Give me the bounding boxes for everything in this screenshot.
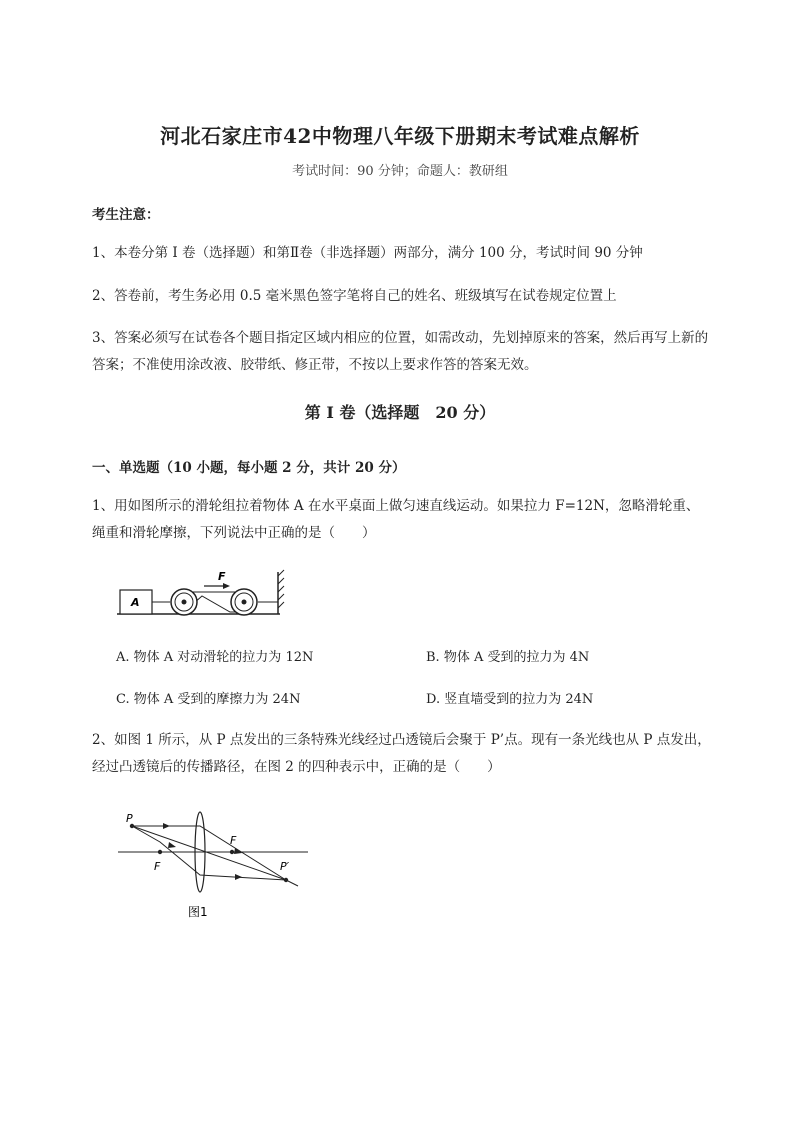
figure-caption: 图1 <box>188 905 208 919</box>
fixed-pulley <box>231 589 257 615</box>
force-arrow <box>204 583 230 589</box>
section-title: 第 I 卷（选择题 20 分） <box>304 403 496 422</box>
page-title: 河北石家庄市42中物理八年级下册期末考试难点解析 <box>160 124 640 148</box>
question-2-stem: 2、如图 1 所示，从 P 点发出的三条特殊光线经过凸透镜后会聚于 P’点。现有一条光线也从 P 点发出，经过凸透镜后的传播路径，在图 2 的四种表示中，正确的是（ ） <box>92 732 711 775</box>
movable-pulley <box>171 589 197 615</box>
focus-right <box>230 850 234 854</box>
label-f-left: F <box>154 860 161 873</box>
note-item-3: 3、答案必须写在试卷各个题目指定区域内相应的位置，如需改动，先划掉原来的答案，然后再写上新的答案；不准使用涂改液、胶带纸、修正带，不按以上要求作答的答案无效。 <box>92 330 709 373</box>
light-rays <box>132 826 298 886</box>
option-d[interactable]: D. 竖直墙受到的拉力为 24N <box>426 692 594 707</box>
wall <box>278 570 284 614</box>
exam-info: 考试时间：90 分钟；命题人：教研组 <box>292 164 508 179</box>
note-item-1: 1、本卷分第 I 卷（选择题）和第Ⅱ卷（非选择题）两部分，满分 100 分，考试时间 90 分钟 <box>92 245 643 261</box>
label-f-right: F <box>230 834 237 847</box>
part-heading: 一、单选题（10 小题，每小题 2 分，共计 20 分） <box>92 460 406 476</box>
label-p: P <box>126 812 133 825</box>
label-p-prime: P′ <box>280 860 290 873</box>
option-c[interactable]: C. 物体 A 受到的摩擦力为 24N <box>116 692 301 707</box>
question-1-stem: 1、用如图所示的滑轮组拉着物体 A 在水平桌面上做匀速直线运动。如果拉力 F=12N，忽略滑轮重、绳重和滑轮摩擦，下列说法中正确的是（ ） <box>92 498 700 541</box>
point-p-prime <box>284 878 288 882</box>
force-label: F <box>218 570 226 583</box>
focus-left <box>158 850 162 854</box>
block-label: A <box>131 596 140 609</box>
note-item-2: 2、答卷前，考生务必用 0.5 毫米黑色签字笔将自己的姓名、班级填写在试卷规定位置上 <box>92 288 617 304</box>
lens-figure <box>112 810 312 925</box>
option-a[interactable]: A. 物体 A 对动滑轮的拉力为 12N <box>116 650 314 665</box>
pulley-figure <box>112 566 292 626</box>
option-b[interactable]: B. 物体 A 受到的拉力为 4N <box>426 650 590 665</box>
notes-heading: 考生注意： <box>92 207 160 223</box>
